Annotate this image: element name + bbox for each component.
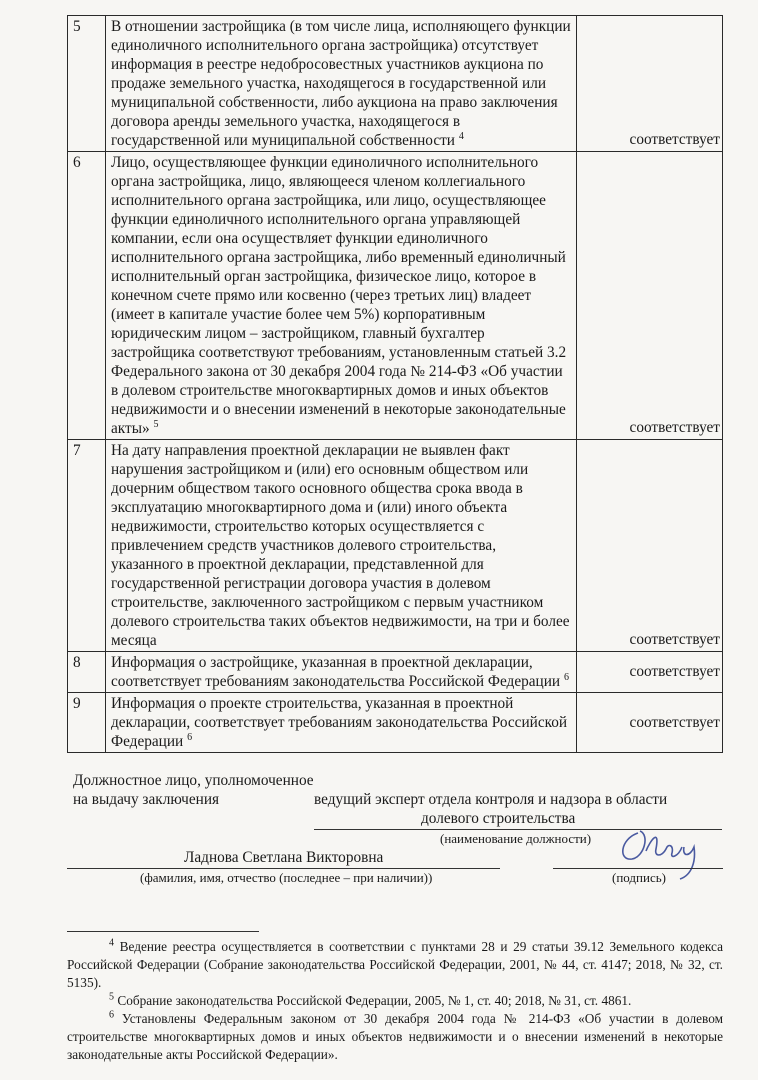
signature-caption: (подпись) bbox=[612, 870, 666, 885]
official-label-line2: на выдачу заключения bbox=[73, 791, 220, 808]
requirement-text: В отношении застройщика (в том числе лица, исполняющего функции единоличного исполнительного органа застройщика) отсутствует информация в реестре недобросовестных участников аукциона по продаже земельного участка, находящегося в государственной или муниципальной собственности, либо аукциона на право заключения договора аренды земельного участка, находящегося в государственной или муниципальной собственности $^4$ bbox=[106, 16, 577, 152]
footnote-separator bbox=[67, 931, 259, 932]
footnote-6: $^6$ Установлены Федеральным законом от 30 декабря 2004 года № 214-ФЗ «Об участии в долевом строительстве многоквартирных домов и иных объектов недвижимости и о внесении изменений в некоторые законодательные акты Российской Федерации». bbox=[67, 1009, 723, 1062]
official-label-line1: Должностное лицо, уполномоченное bbox=[73, 772, 314, 789]
requirements-table bbox=[67, 15, 723, 753]
requirement-text: Информация о застройщике, указанная в проектной декларации, соответствует требованиям законодательства Российской Федерации $^6$ bbox=[106, 652, 577, 693]
table-row bbox=[68, 652, 723, 693]
signature-underline bbox=[553, 868, 723, 869]
footnote-ref: 6 bbox=[563, 671, 569, 683]
row-number: 8 bbox=[68, 652, 106, 693]
row-number: 7 bbox=[68, 440, 106, 652]
table-row bbox=[68, 693, 723, 753]
row-number: 5 bbox=[68, 16, 106, 152]
name-caption: (фамилия, имя, отчество (последнее – при наличии)) bbox=[140, 870, 433, 885]
row-number: 6 bbox=[68, 152, 106, 440]
compliance-value: соответствует bbox=[577, 440, 723, 652]
compliance-value: соответствует bbox=[577, 693, 723, 753]
footnote-ref: 6 bbox=[187, 731, 193, 743]
document-page bbox=[67, 15, 723, 1064]
name-underline bbox=[67, 868, 500, 869]
position-line1: ведущий эксперт отдела контроля и надзора в области bbox=[314, 791, 668, 808]
table-row bbox=[68, 152, 723, 440]
official-name: Ладнова Светлана Викторовна bbox=[184, 849, 384, 866]
requirement-text: Информация о проекте строительства, указанная в проектной декларации, соответствует требованиям законодательства Российской Федерации $^6$ bbox=[106, 693, 577, 753]
footnote-ref: 4 bbox=[458, 130, 464, 142]
compliance-value: соответствует bbox=[577, 152, 723, 440]
requirement-text: На дату направления проектной декларации не выявлен факт нарушения застройщиком и (или) его основным обществом или дочерним обществом такого основного общества срока ввода в эксплуатацию многоквартирного дома и (или) иного объекта недвижимости, строительство которых осуществляется с привлечением средств участников долевого строительства, указанного в проектной декларации, представленной для государственной регистрации договора участия в долевом строительстве, заключенного застройщиком с первым участником долевого строительства таких объектов недвижимости, на три и более месяца bbox=[106, 440, 577, 652]
position-caption: (наименование должности) bbox=[440, 831, 592, 846]
footnote-5: $^5$ Собрание законодательства Российской Федерации, 2005, № 1, ст. 40; 2018, № 31, ст. 4861. bbox=[109, 991, 632, 1008]
footnote-4: $^4$ Ведение реестра осуществляется в соответствии с пунктами 28 и 29 статьи 39.12 Земельного кодекса Российской Федерации (Собрание законодательства Российской Федерации, 2001, № 44, ст. 4147; 2018, № 32, ст. 5135). bbox=[67, 937, 723, 990]
requirement-text: Лицо, осуществляющее функции единоличного исполнительного органа застройщика, лицо, являющееся членом коллегиального исполнительного органа застройщика, или лицо, осуществляющее функции единоличного исполнительного органа управляющей компании, если она осуществляет функции единоличного исполнительного органа застройщика, либо временный единоличный исполнительный орган застройщика, физическое лицо, которое в конечном счете прямо или косвенно (через третьих лиц) владеет (имеет в капитале участие более чем 5%) корпоративным юридическим лицом – застройщиком, главный бухгалтер застройщика соответствуют требованиям, установленным статьей 3.2 Федерального закона от 30 декабря 2004 года № 214-ФЗ «Об участии в долевом строительстве многоквартирных домов и иных объектов недвижимости и о внесении изменений в некоторые законодательные акты» $^5$ bbox=[106, 152, 577, 440]
footnotes bbox=[67, 938, 723, 1064]
row-number: 9 bbox=[68, 693, 106, 753]
position-line2: долевого строительства bbox=[421, 810, 576, 827]
table-row bbox=[68, 440, 723, 652]
table-row bbox=[68, 16, 723, 152]
signature-block bbox=[67, 771, 723, 889]
compliance-value: соответствует bbox=[577, 652, 723, 693]
compliance-value: соответствует bbox=[577, 16, 723, 152]
footnote-ref: 5 bbox=[153, 418, 159, 430]
